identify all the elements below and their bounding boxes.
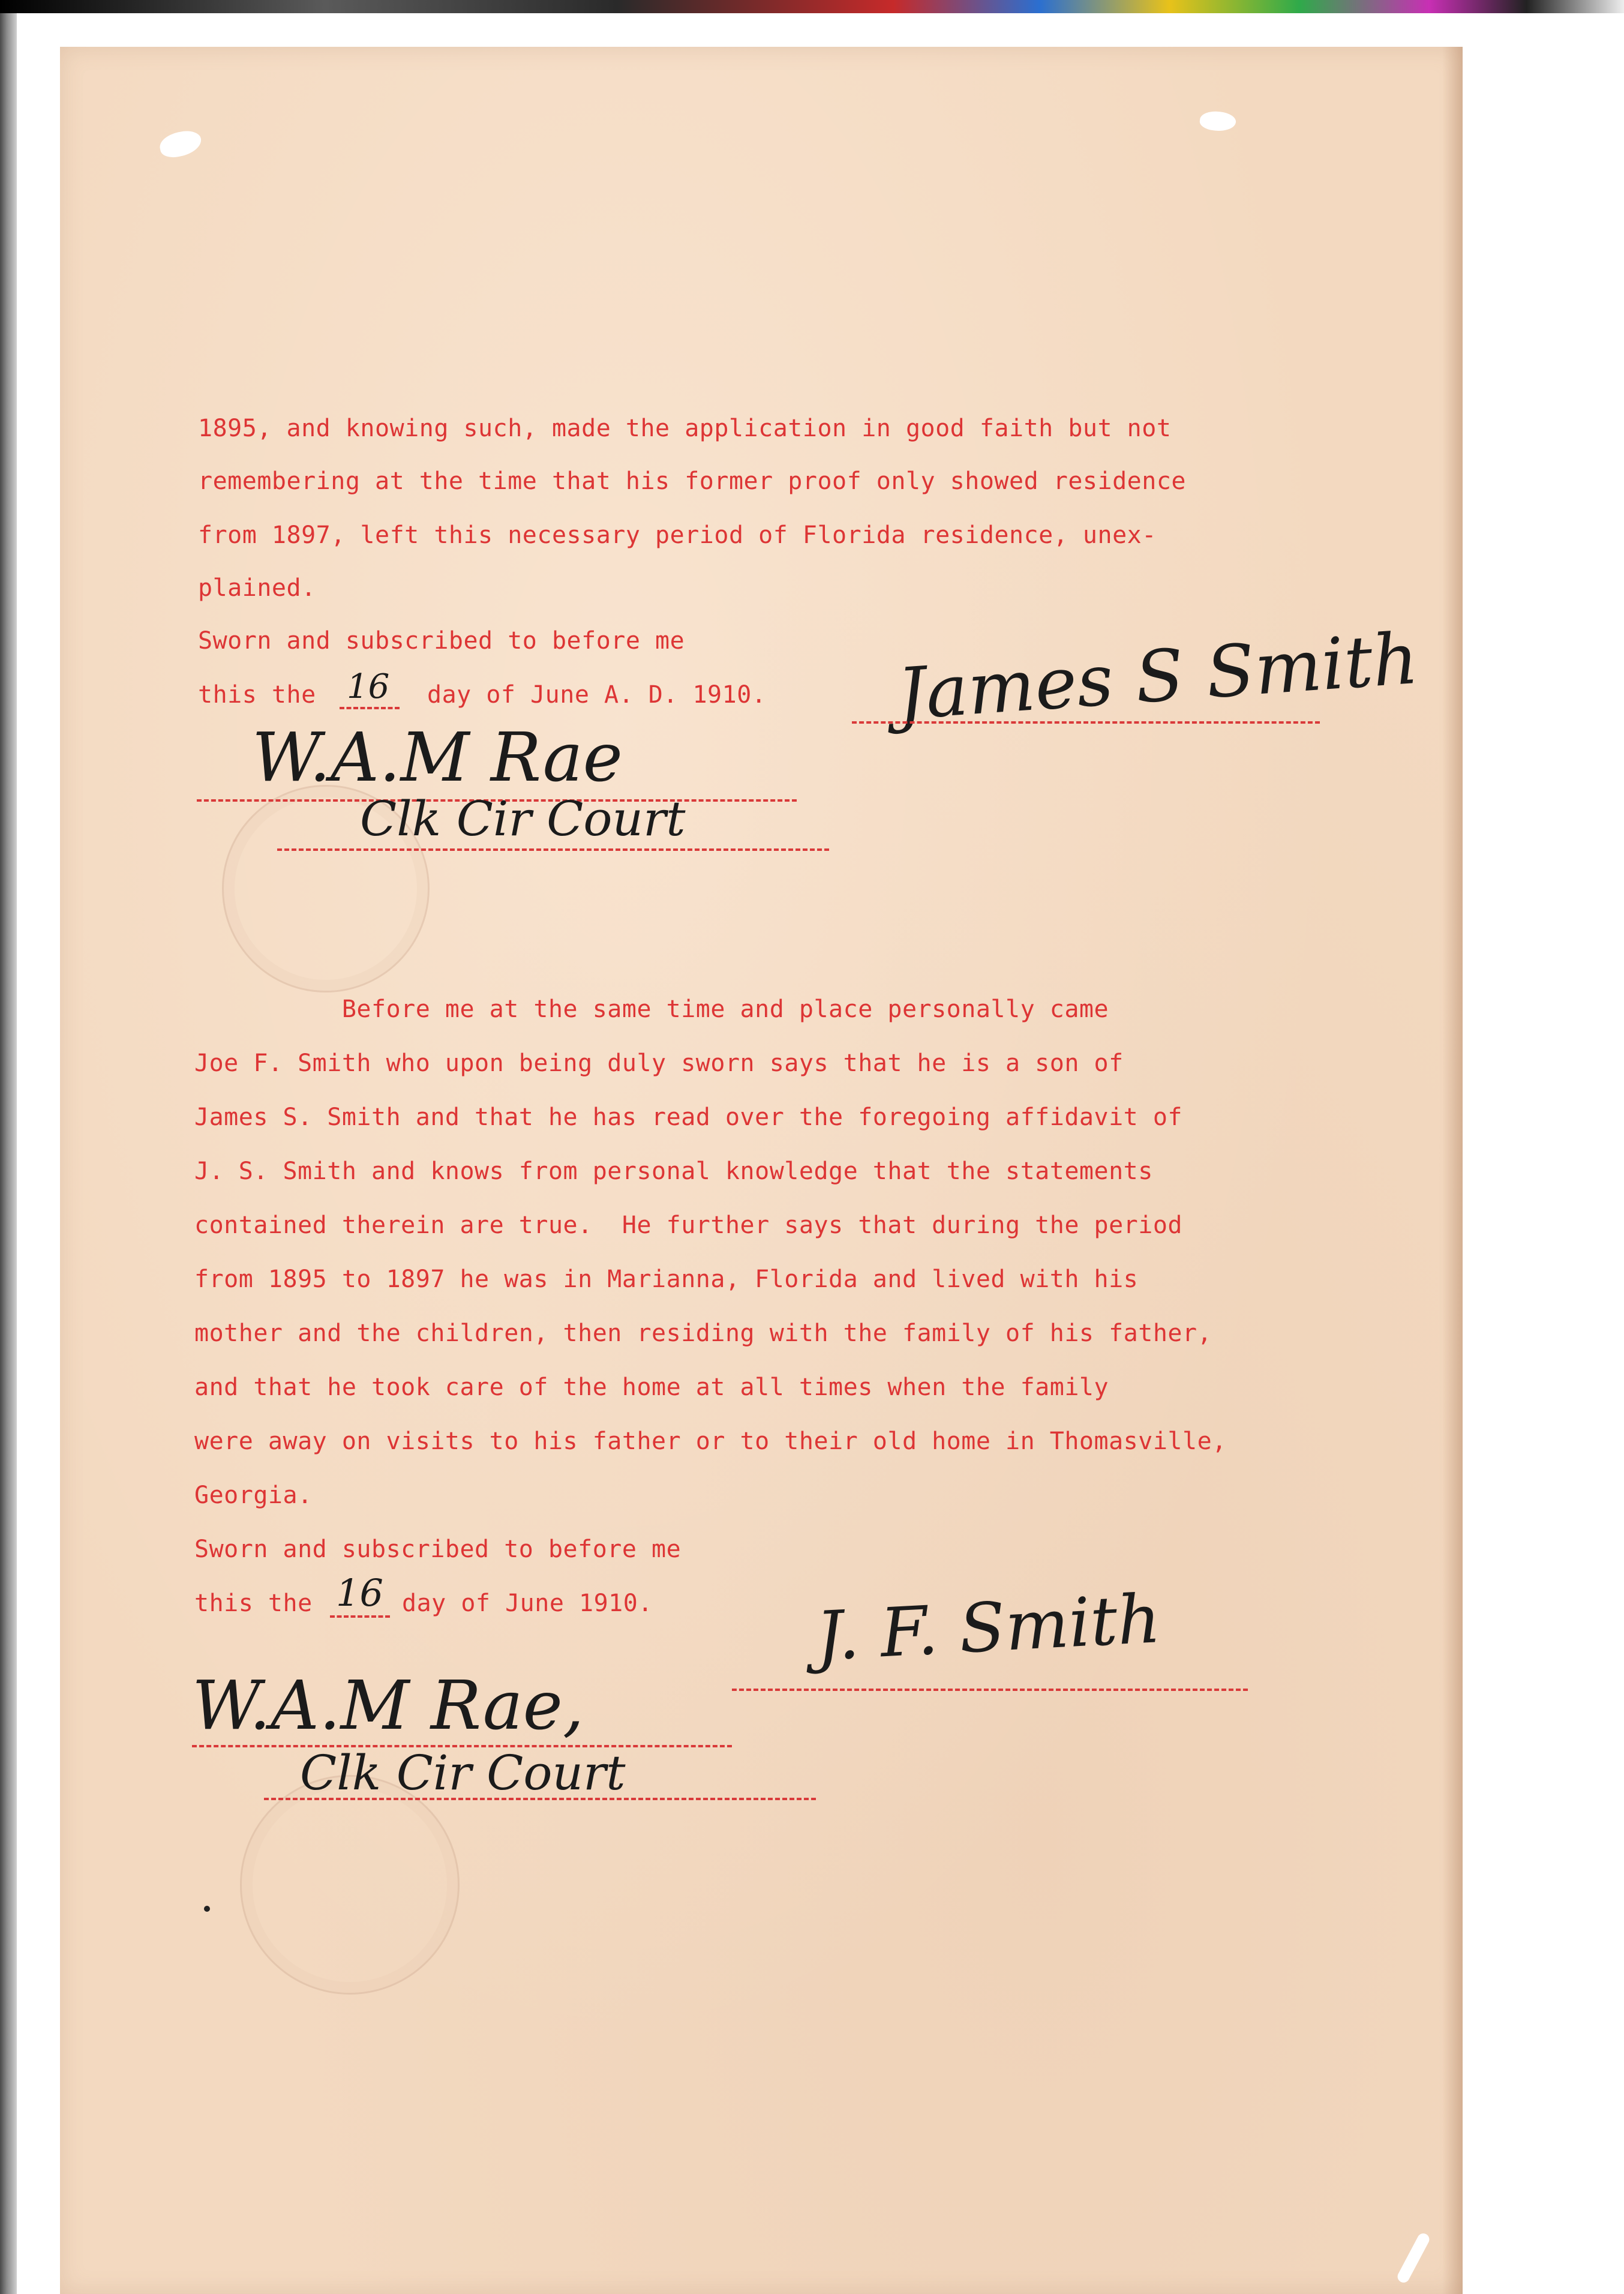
affidavit-two-affiant-line <box>732 1689 1248 1691</box>
affidavit-two-date-day: 16 <box>336 1571 383 1615</box>
scanner-edge <box>0 13 17 2294</box>
affidavit-one-sworn-line: Sworn and subscribed to before me <box>198 627 685 655</box>
affidavit-one-line-1: 1895, and knowing such, made the application in good faith but not <box>198 415 1172 442</box>
paper-edge-stain <box>1442 47 1463 2294</box>
affidavit-two-line-4: J. S. Smith and knows from personal knowledge that the statements <box>194 1158 1153 1185</box>
affidavit-two-officer-signature: W.A.M Rae, <box>192 1667 584 1745</box>
embossed-seal-two <box>240 1775 460 1995</box>
affidavit-one-date-day: 16 <box>347 667 390 706</box>
affidavit-one-officer-title: Clk Cir Court <box>360 791 686 847</box>
affidavit-two-line-8: and that he took care of the home at all times when the family <box>194 1374 1109 1401</box>
affidavit-two-date-prefix: this the <box>194 1590 313 1617</box>
affidavit-two-affiant-signature: J. F. Smith <box>813 1580 1163 1676</box>
affidavit-two-line-3: James S. Smith and that he has read over the foregoing affidavit of <box>194 1103 1182 1131</box>
punch-hole-right <box>1199 110 1236 133</box>
affidavit-one-line-2: remembering at the time that his former proof only showed residence <box>198 467 1186 495</box>
ink-dot <box>204 1906 210 1912</box>
punch-hole-left <box>158 128 204 160</box>
paper-tear <box>1395 2232 1431 2285</box>
affidavit-two-line-9: were away on visits to his father or to their old home in Thomasville, <box>194 1428 1227 1455</box>
affidavit-one-title-line <box>277 848 829 851</box>
affidavit-two-line-6: from 1895 to 1897 he was in Marianna, Florida and lived with his <box>194 1266 1139 1293</box>
scanner-color-strip <box>0 0 1624 13</box>
affidavit-one-date-suffix: day of June A. D. 1910. <box>427 681 767 709</box>
affidavit-one-affiant-signature: James S Smith <box>894 616 1421 736</box>
affidavit-one-officer-signature: W.A.M Rae <box>252 719 623 797</box>
document-page <box>60 47 1463 2294</box>
affidavit-two-line-1: Before me at the same time and place personally came <box>194 995 1109 1023</box>
affidavit-two-date-suffix: day of June 1910. <box>402 1590 653 1617</box>
affidavit-two-title-line <box>264 1798 816 1800</box>
affidavit-one-line-4: plained. <box>198 574 316 602</box>
affidavit-two-line-7: mother and the children, then residing with the family of his father, <box>194 1320 1212 1347</box>
affidavit-two-line-2: Joe F. Smith who upon being duly sworn says that he is a son of <box>194 1049 1124 1077</box>
affidavit-one-line-3: from 1897, left this necessary period of Florida residence, unex- <box>198 521 1157 549</box>
affidavit-two-day-line <box>330 1615 390 1618</box>
affidavit-one-affiant-line <box>852 721 1320 724</box>
affidavit-two-line-10: Georgia. <box>194 1482 313 1509</box>
affidavit-two-line-5: contained therein are true. He further says that during the period <box>194 1212 1182 1239</box>
affidavit-two-officer-title: Clk Cir Court <box>300 1745 626 1801</box>
affidavit-one-date-prefix: this the <box>198 681 316 709</box>
affidavit-one-day-line <box>340 707 400 709</box>
affidavit-two-sworn-line: Sworn and subscribed to before me <box>194 1536 682 1563</box>
